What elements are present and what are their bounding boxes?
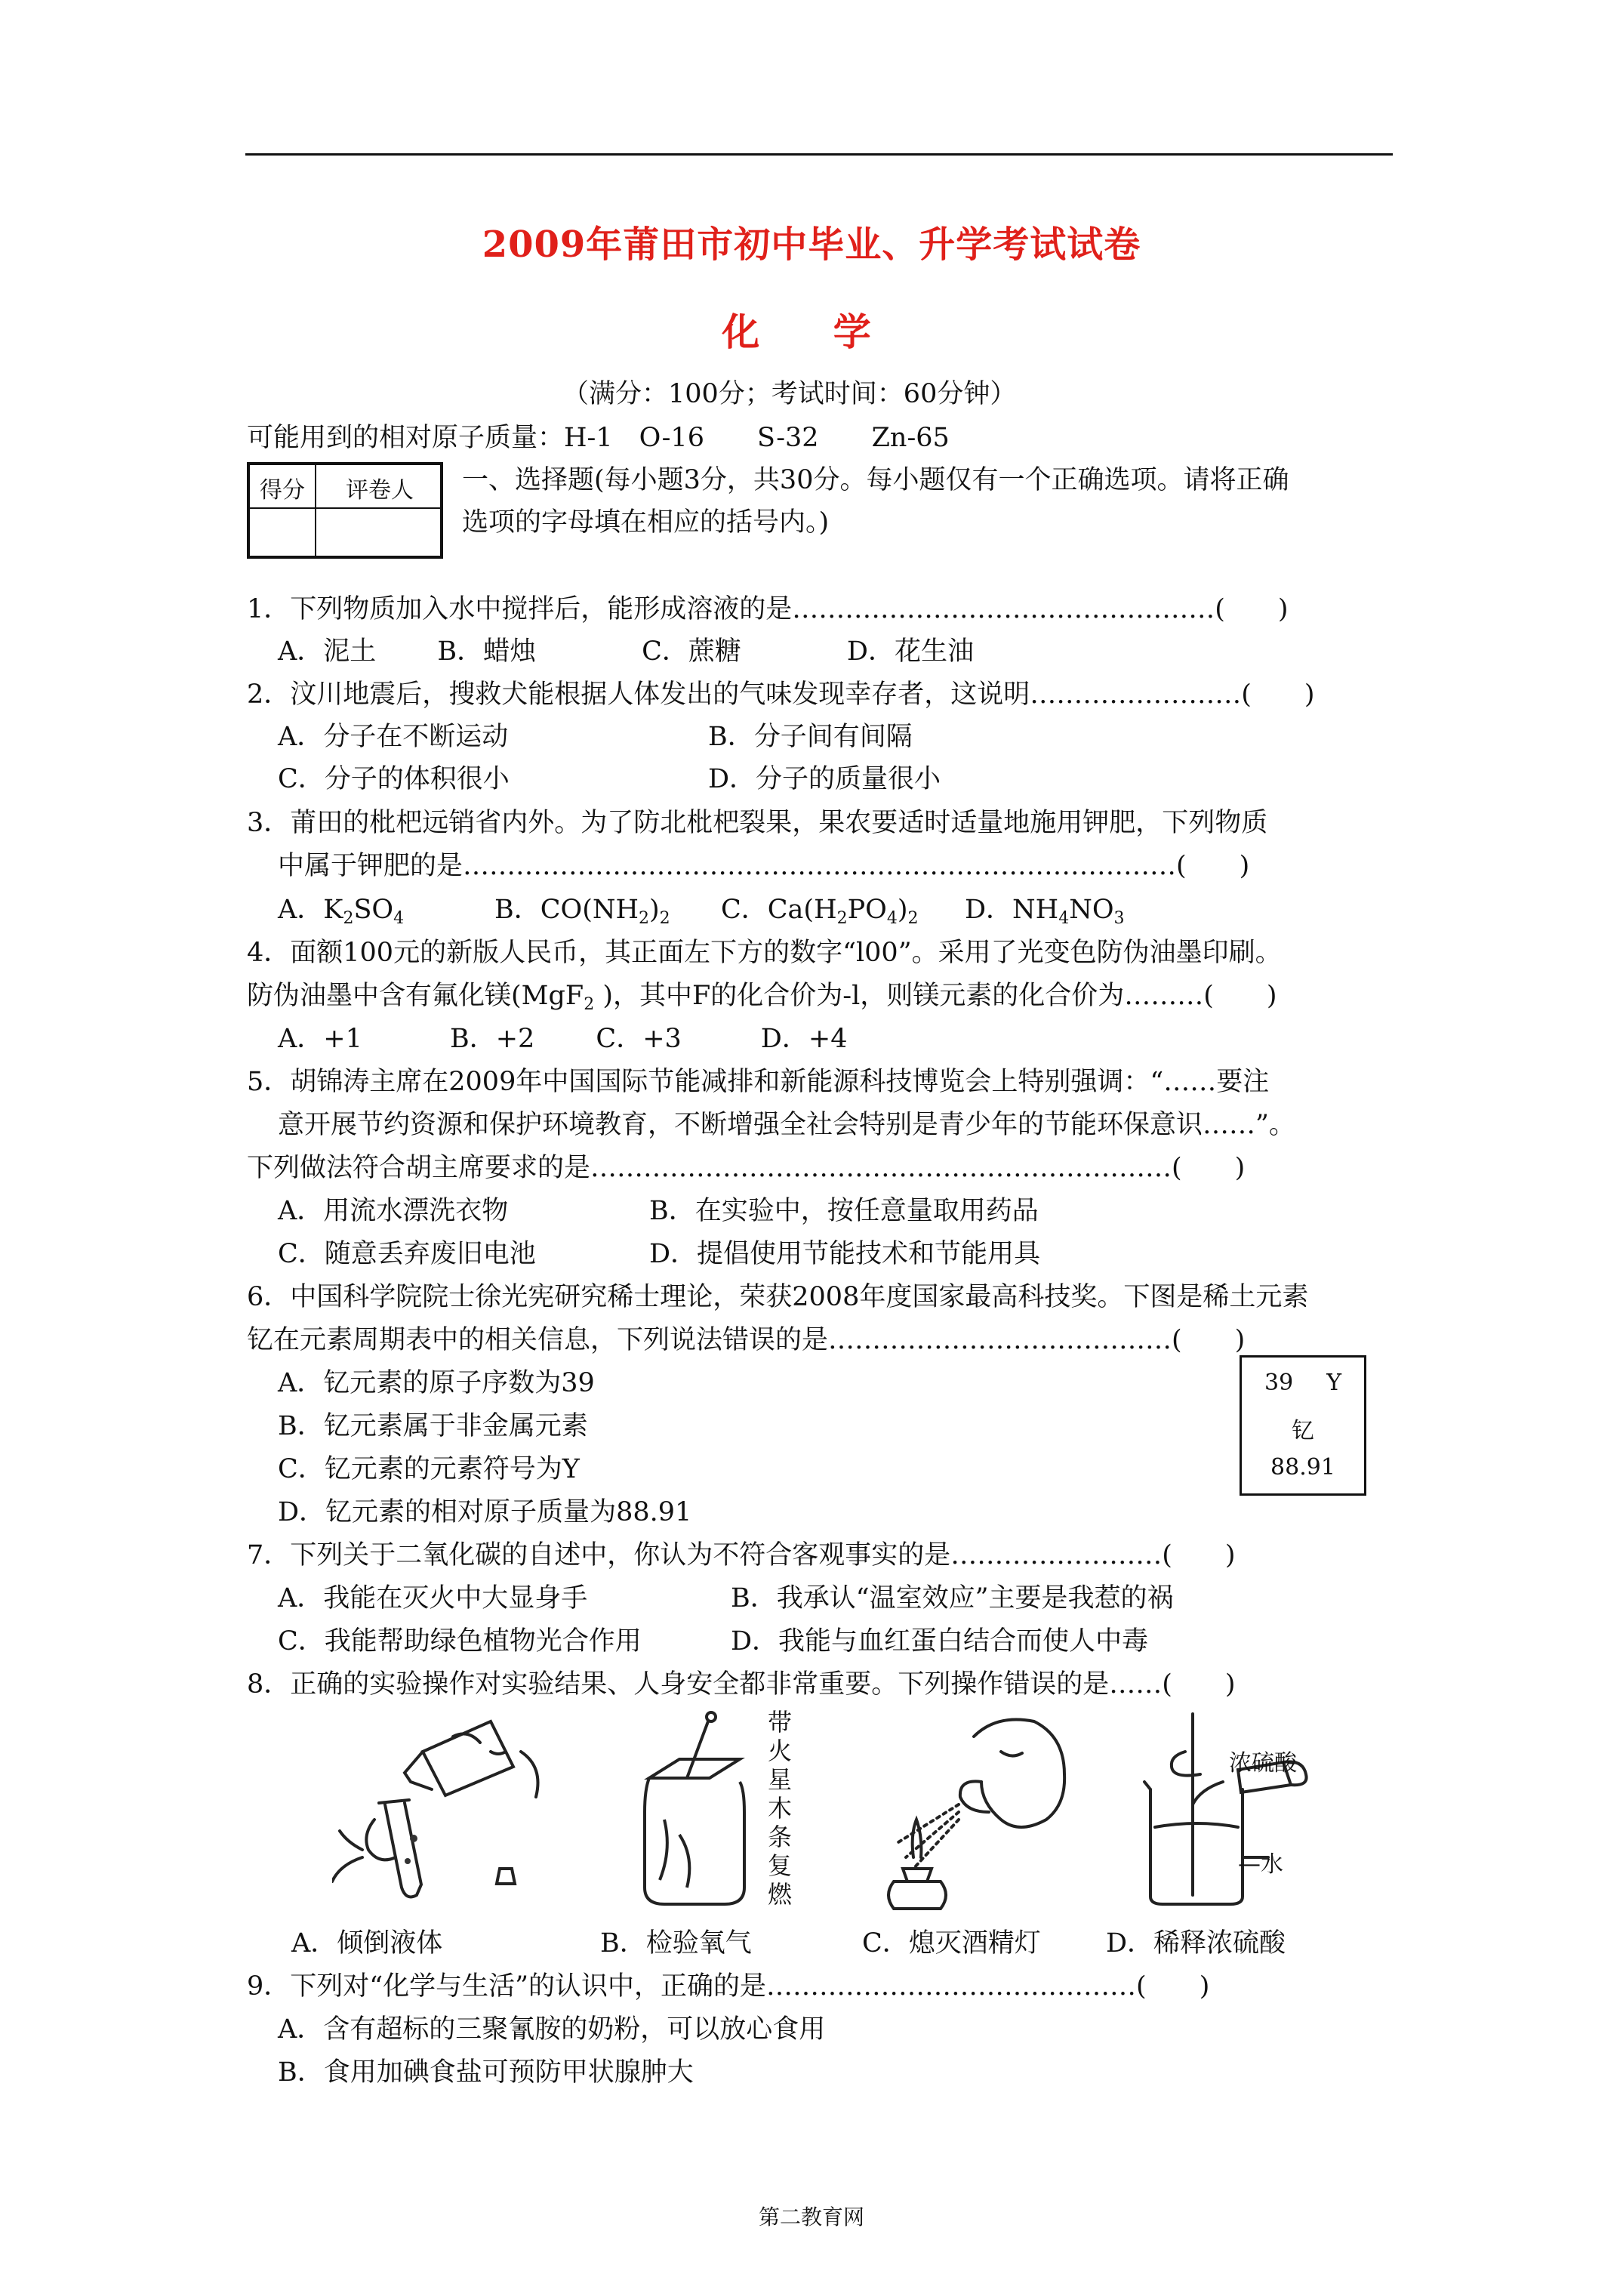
oxygen-test-figure — [634, 1706, 755, 1910]
q5-stem-3: 下列做法符合胡主席要求的是…………………………………………………………( ) — [247, 1153, 1246, 1183]
q2-option-c: C．分子的体积很小 — [278, 764, 510, 794]
q7-stem: 7．下列关于二氧化碳的自述中，你认为不符合客观事实的是……………………( ) — [247, 1540, 1236, 1570]
q9-option-b: B．食用加碘食盐可预防甲状腺肿大 — [278, 2057, 694, 2088]
q9-stem: 9．下列对“化学与生活”的认识中，正确的是……………………………………( ) — [247, 1971, 1210, 2002]
q8-stem: 8．正确的实验操作对实验结果、人身安全都非常重要。下列操作错误的是……( ) — [247, 1669, 1236, 1700]
q1-stem: 1．下列物质加入水中搅拌后，能形成溶液的是…………………………………………( ) — [247, 594, 1289, 624]
grader-header: 评卷人 — [346, 477, 414, 504]
q2-option-b: B．分子间有间隔 — [708, 722, 913, 752]
dilute-acid-figure — [1140, 1706, 1321, 1910]
q8-option-a: A．倾倒液体 — [291, 1928, 443, 1959]
element-symbol: Y — [1326, 1370, 1341, 1396]
q6-option-b: B．钇元素属于非金属元素 — [278, 1411, 588, 1441]
glowing-splint-label: 带 火 星 木 条 复 燃 — [767, 1708, 792, 1909]
section1-instruction: 选项的字母填在相应的括号内。) — [462, 507, 830, 538]
alcohol-lamp-figure — [868, 1706, 1079, 1910]
q6-option-c: C．钇元素的元素符号为Y — [278, 1454, 580, 1484]
q3-option-a: A．$K_2SO_4$ — [278, 895, 405, 928]
water-label: —水 — [1238, 1851, 1283, 1878]
q5-stem-1: 5．胡锦涛主席在2009年中国国际节能减排和新能源科技博览会上特别强调：“……要注 — [247, 1067, 1270, 1097]
q8-option-b: B．检验氧气 — [600, 1928, 752, 1959]
acid-label: 浓硫酸 — [1229, 1750, 1297, 1777]
exam-info: （满分：100分；考试时间：60分钟） — [562, 379, 1017, 409]
q3-stem-2: 中属于钾肥的是………………………………………………………………………( ) — [278, 851, 1250, 881]
q5-option-b: B．在实验中，按任意量取用药品 — [649, 1196, 1039, 1226]
score-table-rule — [250, 507, 440, 509]
q4-stem-2: 防伪油墨中含有氟化镁(MgF$_2$ )，其中F的化合价为-l，则镁元素的化合价为………( ) — [247, 981, 1277, 1014]
q3-stem-1: 3．莆田的枇杷远销省内外。为了防北枇杷裂果，果农要适时适量地施用钾肥，下列物质 — [247, 808, 1268, 838]
q5-option-a: A．用流水漂洗衣物 — [278, 1196, 509, 1226]
q6-option-a: A．钇元素的原子序数为39 — [278, 1368, 595, 1398]
exam-title: 2009年莆田市初中毕业、升学考试试卷 — [482, 223, 1141, 266]
q3-option-c: C．$Ca(H_2PO_4)_2$ — [721, 895, 919, 928]
q6-stem-2: 钇在元素周期表中的相关信息，下列说法错误的是…………………………………( ) — [247, 1325, 1246, 1355]
yttrium-element-box — [1240, 1355, 1366, 1496]
q3-option-b: B．$CO(NH_2)_2$ — [494, 895, 670, 928]
q5-stem-2: 意开展节约资源和保护环境教育，不断增强全社会特别是青少年的节能环保意识……”。 — [278, 1110, 1295, 1140]
q2-option-d: D．分子的质量很小 — [708, 764, 941, 794]
q2-stem: 2．汶川地震后，搜救犬能根据人体发出的气味发现幸存者，这说明……………………( ) — [247, 680, 1315, 710]
q8-option-d: D．稀释浓硫酸 — [1106, 1928, 1286, 1959]
pouring-liquid-figure — [332, 1706, 559, 1910]
subject-title: 化 学 — [722, 310, 901, 354]
element-number: 39 — [1264, 1370, 1294, 1396]
q7-option-a: A．我能在灭火中大显身手 — [278, 1583, 588, 1613]
element-mass: 88.91 — [1270, 1454, 1335, 1481]
q7-option-d: D．我能与血红蛋白结合而使人中毒 — [731, 1626, 1149, 1657]
q9-option-a: A．含有超标的三聚氰胺的奶粉，可以放心食用 — [278, 2014, 826, 2045]
score-header: 得分 — [260, 477, 305, 504]
q6-option-d: D．钇元素的相对原子质量为88.91 — [278, 1497, 692, 1527]
q4-options: A．+1 B．+2 C．+3 D．+4 — [278, 1024, 848, 1054]
q5-option-c: C．随意丢弃废旧电池 — [278, 1239, 536, 1269]
page-footer: 第二教育网 — [758, 2205, 864, 2230]
q3-option-d: D．$NH_4NO_3$ — [965, 895, 1125, 928]
q2-option-a: A．分子在不断运动 — [278, 722, 509, 752]
element-name: 钇 — [1292, 1418, 1314, 1444]
header-rule — [245, 153, 1393, 156]
atomic-mass-line: 可能用到的相对原子质量：H-1 O-16 S-32 Zn-65 — [247, 423, 950, 453]
q8-option-c: C．熄灭酒精灯 — [862, 1928, 1041, 1959]
q1-options: A．泥土 B．蜡烛 C．蔗糖 D．花生油 — [278, 636, 974, 667]
section1-heading: 一、选择题(每小题3分，共30分。每小题仅有一个正确选项。请将正确 — [462, 465, 1289, 495]
score-table — [247, 462, 443, 559]
q4-stem-1: 4．面额100元的新版人民币，其正面左下方的数字“l00”。采用了光变色防伪油墨印刷。 — [247, 938, 1282, 968]
q5-option-d: D．提倡使用节能技术和节能用具 — [649, 1239, 1041, 1269]
q7-option-c: C．我能帮助绿色植物光合作用 — [278, 1626, 642, 1657]
q7-option-b: B．我承认“温室效应”主要是我惹的祸 — [731, 1583, 1174, 1613]
q6-stem-1: 6．中国科学院院士徐光宪研究稀士理论，荣获2008年度国家最高科技奖。下图是稀土元素 — [247, 1282, 1309, 1312]
